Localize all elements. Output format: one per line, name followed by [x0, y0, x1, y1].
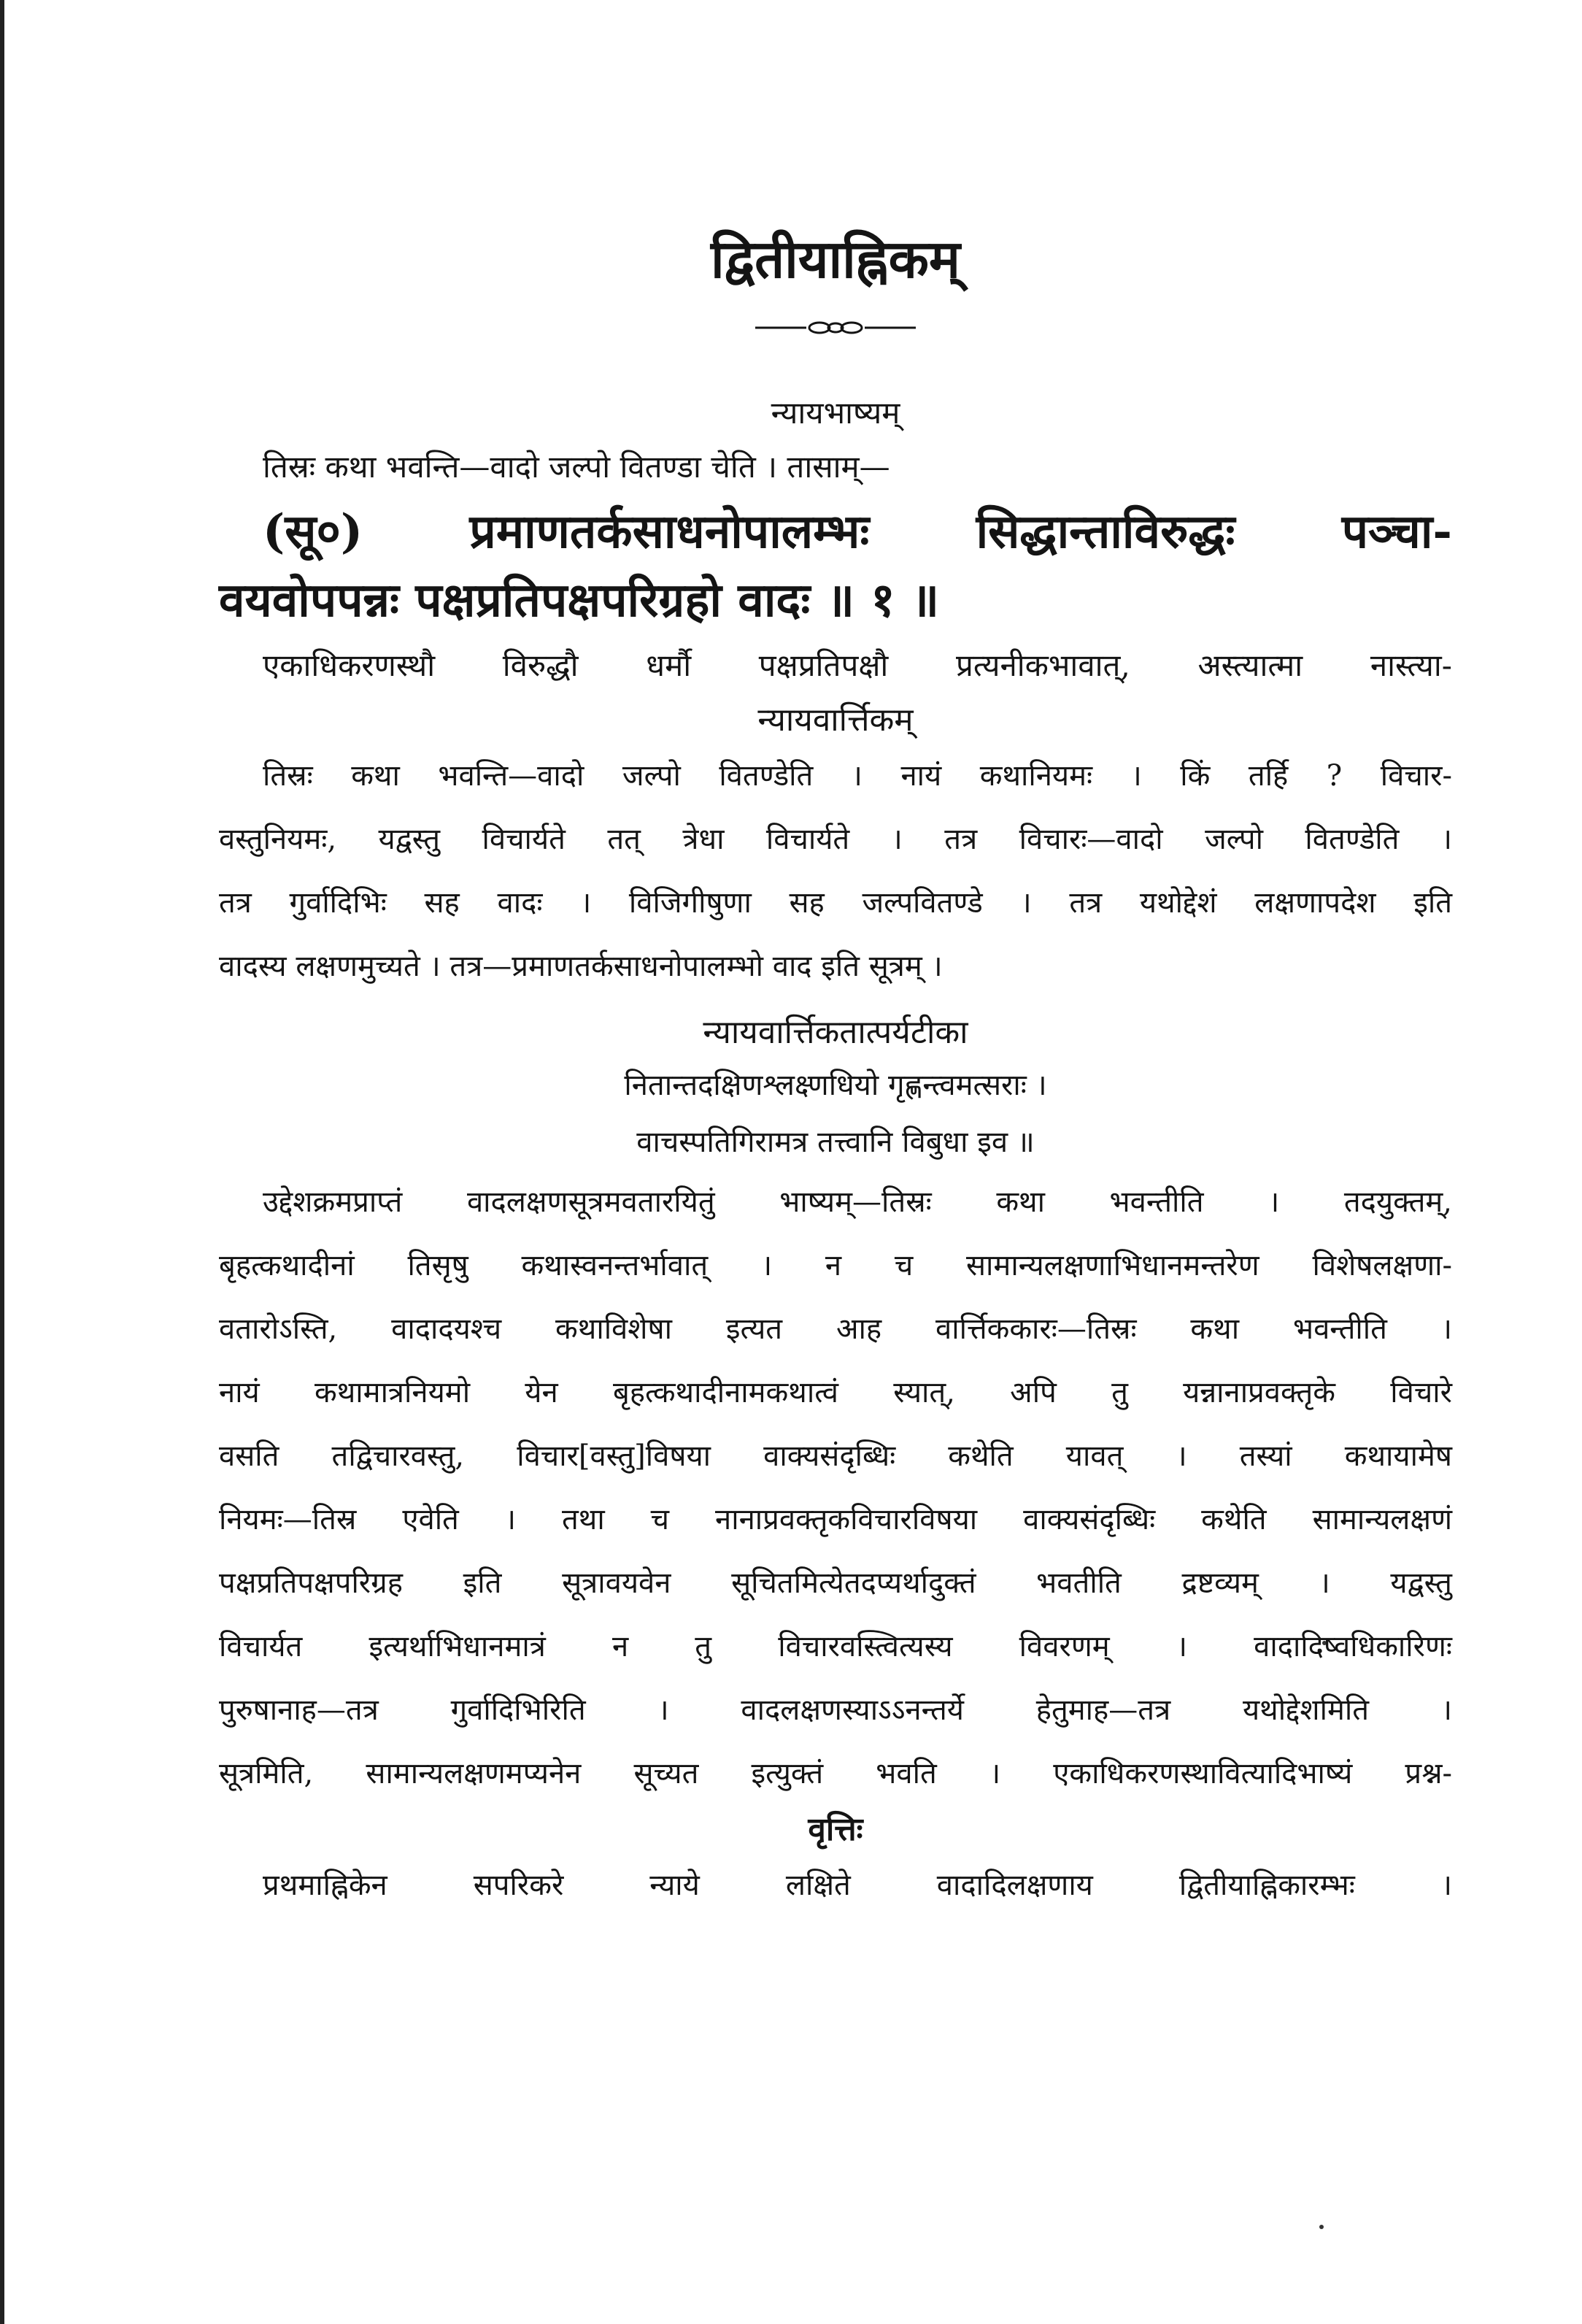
tika-line: पक्षप्रतिपक्षपरिग्रह इति सूत्रावयवेन सूचितमित्येतदप्यर्थादुक्तं भवतीति द्रष्टव्यम् । यद्वस्तु [219, 1566, 1452, 1600]
tika-line: सूत्रमिति, सामान्यलक्षणमप्यनेन सूच्यत इत्युक्तं भवति । एकाधिकरणस्थावित्यादिभाष्यं प्रश्न- [219, 1757, 1452, 1790]
tika-line: उद्देशक्रमप्राप्तं वादलक्षणसूत्रमवतारयितुं भाष्यम्—तिस्रः कथा भवन्तीति । तदयुक्तम्, [263, 1185, 1452, 1219]
tika-line: बृहत्कथादीनां तिसृषु कथास्वनन्तर्भावात् । न च सामान्यलक्षणाभिधानमन्तरेण विशेषलक्षणा- [219, 1249, 1452, 1282]
vartika-line: तत्र गुर्वादिभिः सह वादः । विजिगीषुणा सह जल्पवितण्डे । तत्र यथोद्देशं लक्षणापदेश इति [219, 886, 1452, 920]
tika-line: वसति तद्विचारवस्तु, विचार[वस्तु]विषया वाक्यसंदृब्धिः कथेति यावत् । तस्यां कथायामेष [219, 1439, 1452, 1473]
vartika-heading: न्यायवार्त्तिकम् [757, 701, 914, 739]
page-content [219, 219, 1452, 1917]
verse-line: वाचस्पतिगिरामत्र तत्त्वानि विबुधा इव ॥ [636, 1126, 1035, 1159]
sutra-line: वयवोपपन्नः पक्षप्रतिपक्षपरिग्रहो वादः ॥ १ ॥ [219, 573, 940, 628]
tika-line: नायं कथामात्रनियमो येन बृहत्कथादीनामकथात्वं स्यात्, अपि तु यन्नानाप्रवक्तृके विचारे [219, 1376, 1452, 1409]
vartika-line: वादस्य लक्षणमुच्यते । तत्र—प्रमाणतर्कसाधनोपालम्भो वाद इति सूत्रम् । [219, 950, 943, 983]
vartika-line: तिस्रः कथा भवन्ति—वादो जल्पो वितण्डेति । नायं कथानियमः । किं तर्हि ? विचार- [263, 759, 1452, 793]
bhashya-line: एकाधिकरणस्थौ विरुद्धौ धर्मौ पक्षप्रतिपक्षौ प्रत्यनीकभावात्, अस्त्यात्मा नास्त्या- [263, 647, 1452, 683]
tika-line: पुरुषानाह—तत्र गुर्वादिभिरिति । वादलक्षणस्याऽऽनन्तर्ये हेतुमाह—तत्र यथोद्देशमिति । [219, 1693, 1452, 1727]
tika-heading: न्यायवार्त्तिकतात्पर्यटीका [703, 1014, 968, 1051]
vritti-line: प्रथमाह्निकेन सपरिकरे न्याये लक्षिते वादादिलक्षणाय द्वितीयाह्निकारम्भः । [263, 1869, 1452, 1902]
tika-line: वतारोऽस्ति, वादादयश्च कथाविशेषा इत्यत आह वार्त्तिककारः—तिस्रः कथा भवन्तीति । [219, 1312, 1452, 1346]
bhashya-line: तिस्रः कथा भवन्ति—वादो जल्पो वितण्डा चेति । तासाम्— [263, 449, 890, 485]
verse-line: नितान्तदक्षिणश्लक्ष्णधियो गृह्णन्त्वमत्सराः । [624, 1069, 1047, 1102]
tika-line: नियमः—तिस्र एवेति । तथा च नानाप्रवक्तृकविचारविषया वाक्यसंदृब्धिः कथेति सामान्यलक्षणं [219, 1503, 1452, 1536]
bhashya-heading: न्यायभाष्यम् [771, 395, 900, 431]
ornament-divider [755, 317, 916, 339]
chapter-title: द्वितीयाह्निकम् [711, 228, 960, 290]
vritti-heading: वृत्तिः [808, 1811, 863, 1848]
speck [1319, 2225, 1324, 2229]
sutra-line: (सू०) प्रमाणतर्कसाधनोपालम्भः सिद्धान्ताविरुद्धः पञ्चा- [263, 504, 1452, 559]
vartika-line: वस्तुनियमः, यद्वस्तु विचार्यते तत् त्रेधा विचार्यते । तत्र विचारः—वादो जल्पो वितण्डेति । [219, 823, 1452, 856]
tika-line: विचार्यत इत्यर्थाभिधानमात्रं न तु विचारवस्त्वित्यस्य विवरणम् । वादादिष्वधिकारिणः [219, 1630, 1452, 1663]
page-edge [0, 0, 4, 2324]
